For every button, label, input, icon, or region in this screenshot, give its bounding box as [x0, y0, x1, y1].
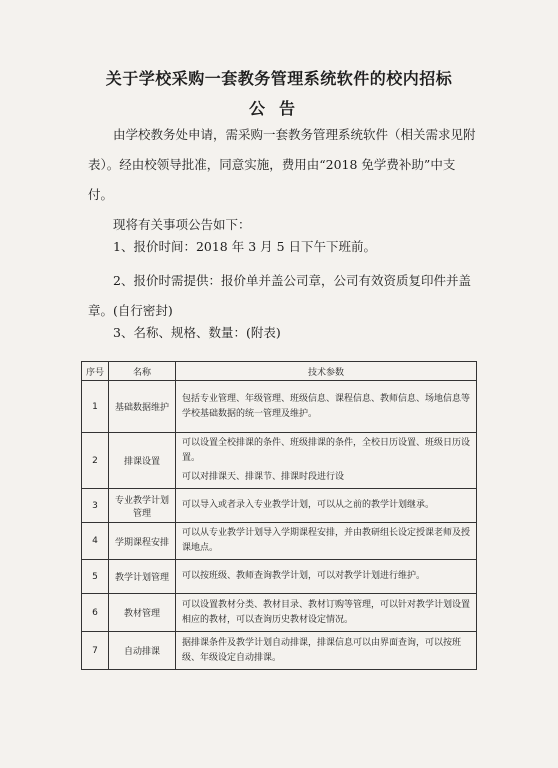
row-spec: [176, 523, 477, 560]
row-number: 5: [82, 560, 109, 594]
header-spec: 技术参数: [176, 362, 477, 381]
spec-line: 据排课条件及教学计划自动排课，排课信息可以由界面查询，可以按班级、年级设定自动排课。: [182, 637, 462, 663]
table-row: [82, 433, 477, 489]
spec-line: 可以按班级、教师查询教学计划，可以对教学计划进行维护。: [182, 571, 426, 581]
document-subtitle: 公告: [248, 99, 309, 118]
row-name: 教材管理: [109, 594, 176, 632]
table-row: [82, 523, 477, 560]
row-name: 专业教学计划管理: [109, 489, 176, 523]
table-row: [82, 489, 477, 523]
row-spec: [176, 489, 477, 523]
item-required-docs: 2、报价时需提供：报价单并盖公司章，公司有效资质复印件并盖章。(自行密封): [88, 273, 471, 318]
table-row: [82, 594, 477, 632]
row-number: 6: [82, 594, 109, 632]
row-name: 排课设置: [109, 433, 176, 489]
row-spec: [176, 433, 477, 489]
spec-line: 可以从专业教学计划导入学期课程安排，并由教研组长设定授课老师及授课地点。: [182, 528, 471, 553]
spec-line: 包括专业管理、年级管理、班级信息、课程信息、教师信息、场地信息等学校基础数据的统一管理及维护。: [182, 393, 471, 419]
spec-line: 可以导入或者录入专业教学计划，可以从之前的教学计划继承。: [182, 500, 435, 510]
row-name: 基础数据维护: [109, 381, 176, 433]
table-header-row: [82, 362, 477, 381]
table-row: [82, 381, 477, 433]
table-row: [82, 560, 477, 594]
row-name: 自动排课: [109, 632, 176, 670]
notice-paragraph: 现将有关事项公告如下：: [113, 217, 251, 232]
row-spec: [176, 381, 477, 433]
row-number: 2: [82, 433, 109, 489]
header-name: 名称: [109, 362, 176, 381]
requirements-table: [81, 361, 477, 670]
document-title: 关于学校采购一套教务管理系统软件的校内招标: [105, 69, 453, 88]
header-number: 序号: [82, 362, 109, 381]
row-number: 3: [82, 489, 109, 523]
spec-line: 可以设置全校排课的条件、班级排课的条件，全校日历设置、班级日历设置。: [182, 438, 471, 463]
row-name: 教学计划管理: [109, 560, 176, 594]
table-row: [82, 632, 477, 670]
row-spec: [176, 560, 477, 594]
row-spec: [176, 632, 477, 670]
row-number: 7: [82, 632, 109, 670]
item-spec-table-note: 3、名称、规格、数量：(附表): [113, 325, 281, 340]
row-number: 4: [82, 523, 109, 560]
row-name: 学期课程安排: [109, 523, 176, 560]
row-number: 1: [82, 381, 109, 433]
intro-paragraph: 由学校教务处申请，需采购一套教务管理系统软件（相关需求见附表）。经由校领导批准，同意实施，费用由“2018 免学费补助”中支付。: [88, 127, 476, 202]
item-report-time: 1、报价时间：2018 年 3 月 5 日下午下班前。: [113, 239, 377, 254]
row-spec: [176, 594, 477, 632]
spec-line: 可以设置教材分类、教材目录、教材订购等管理，可以针对教学计划设置相应的教材，可以查询历史教材设定情况。: [182, 599, 471, 625]
spec-line: 可以对排课天、排课节、排课时段进行设: [182, 472, 345, 482]
